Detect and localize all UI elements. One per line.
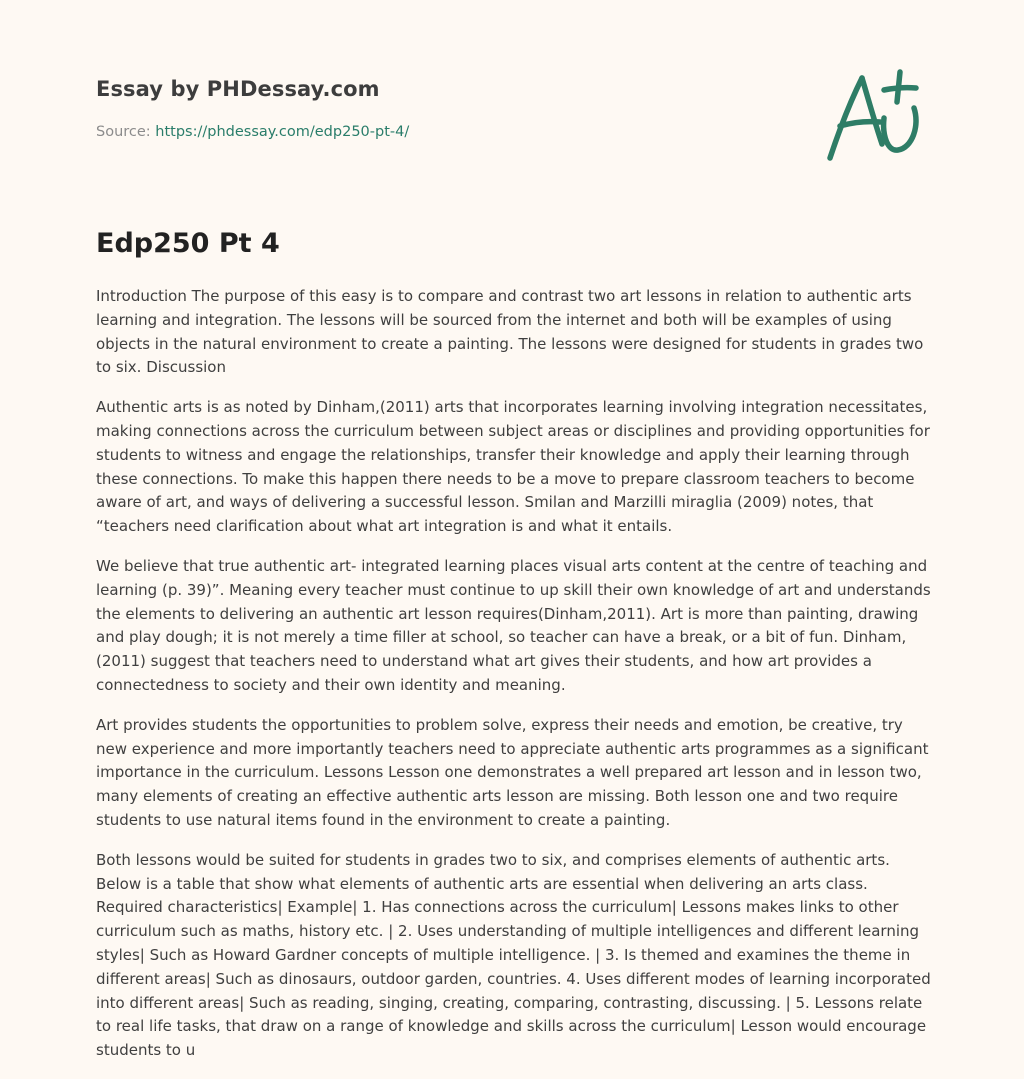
a-plus-logo-icon: [818, 64, 930, 168]
document-title: Edp250 Pt 4: [96, 228, 280, 259]
paragraph: Both lessons would be suited for students in grades two to six, and comprises elements of authentic arts. Below is a table that show what elements of authentic arts are essential when delivering an arts class. Required characteristics| Example| 1. Has connections across the curriculum| Lessons makes links to other curriculum such as maths, history etc. | 2. Uses understanding of multiple intelligences and different learning styles| Such as Howard Gardner concepts of multiple intelligence. | 3. Is themed and examines the theme in different areas| Such as dinosaurs, outdoor garden, countries. 4. Uses different modes of learning incorporated into different areas| Such as reading, singing, creating, comparing, contrasting, discussing. | 5. Lessons relate to real life tasks, that draw on a range of knowledge and skills across the curriculum| Lesson would encourage students to u: [96, 850, 931, 1060]
source-line: [96, 122, 796, 142]
source-link[interactable]: https://phdessay.com/edp250-pt-4/: [155, 124, 410, 140]
source-label: Source:: [96, 124, 151, 140]
page-header: [96, 74, 796, 142]
paragraph: Introduction The purpose of this easy is to compare and contrast two art lessons in relation to authentic arts learning and integration. The lessons will be sourced from the internet and both will be examples of using objects in the natural environment to create a painting. The lessons were designed for students in grades two to six. Discussion: [96, 287, 924, 377]
paragraph: Art provides students the opportunities to problem solve, express their needs and emotion, be creative, try new experience and more importantly teachers need to appreciate authentic arts programmes as a significant importance in the curriculum. Lessons Lesson one demonstrates a well prepared art lesson and in lesson two, many elements of creating an effective authentic arts lesson are missing. Both lesson one and two require students to use natural items found in the environment to create a painting.: [96, 715, 929, 829]
site-title: Essay by PHDessay.com: [96, 77, 380, 101]
paragraph: Authentic arts is as noted by Dinham,(2011) arts that incorporates learning involving integration necessitates, making connections across the curriculum between subject areas or disciplines and providing opportunities for students to witness and engage the relationships, transfer their knowledge and apply their learning through these connections. To make this happen there needs to be a move to prepare classroom teachers to become aware of art, and ways of delivering a successful lesson. Smilan and Marzilli miraglia (2009) notes, that “teachers need clarification about what art integration is and what it entails.: [96, 398, 930, 536]
paragraph: We believe that true authentic art- integrated learning places visual arts content at the centre of teaching and learning (p. 39)”. Meaning every teacher must continue to up skill their own knowledge of art and understands the elements to delivering an authentic art lesson requires(Dinham,2011). Art is more than painting, drawing and play dough; it is not merely a time filler at school, so teacher can have a break, or a bit of fun. Dinham, (2011) suggest that teachers need to understand what art gives their students, and how art provides a connectedness to society and their own identity and meaning.: [96, 556, 931, 694]
essay-body: [96, 285, 932, 1079]
